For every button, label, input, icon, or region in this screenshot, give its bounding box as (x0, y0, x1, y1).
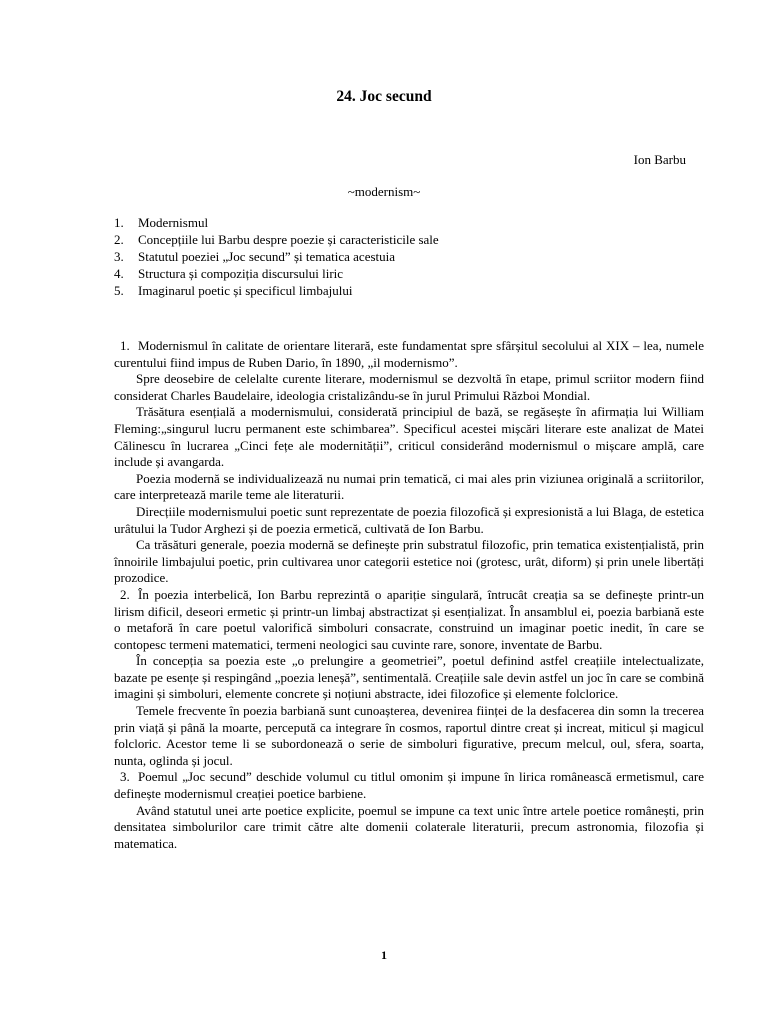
outline-item (114, 231, 439, 248)
outline-item (114, 248, 439, 265)
document-title: 24. Joc secund (336, 88, 432, 105)
document-body (114, 338, 704, 852)
outline-text: Structura și compoziția discursului liric (138, 266, 344, 281)
body-paragraph: Ca trăsături generale, poezia modernă se definește prin substratul filozofic, prin tematica existențialistă, prin înnoirile limbajului poetic, prin cultivarea unor categorii estetice noi (grotesc, urât, diform) și prin unele libertăți prozodice. (114, 537, 704, 586)
body-paragraph: Având statutul unei arte poetice explicite, poemul se impune ca text unic între artele poetice românești, prin densitatea simbolurilor care trimit către alte domenii colaterale literaturii, precum astronomia, filozofia și matematica. (114, 802, 704, 851)
outline-item (114, 265, 439, 282)
body-paragraph: Trăsătura esențială a modernismului, considerată principiul de bază, se regăsește în afirmația lui William Fleming:„singurul lucru permanent este schimbarea”. Specificul acestei mișcări literare este analizat de Matei Călinescu în lucrarea „Cinci fețe ale modernității”, criticul considerând modernismul o mișcare amplă, care include și avangarda. (114, 404, 704, 470)
outline-text: Imaginarul poetic și specificul limbajului (138, 283, 353, 298)
outline-number: 5. (114, 283, 124, 298)
paragraph-text: Modernismul în calitate de orientare literară, este fundamentat spre sfârșitul secolului al XIX – lea, numele curentului fiind impus de Ruben Dario, în 1890, „il modernismo”. (114, 338, 704, 370)
body-paragraph: Temele frecvente în poezia barbiană sunt cunoașterea, devenirea ființei de la desfacerea din somn la trecerea prin viață și până la moarte, percepută ca integrare în cosmos, raportul dintre creat și increat, miticul și magicul folcloric. Acestor teme li se subordonează o serie de simboluri figurative, precum melcul, oul, sfera, soarta, nunta, oglinda și jocul. (114, 703, 704, 768)
body-paragraph: Poezia modernă se individualizează nu numai prin tematică, ci mai ales prin viziunea originală a scriitorilor, care interpretează marile teme ale literaturii. (114, 470, 704, 503)
section-number: 3. (120, 769, 130, 785)
body-paragraph: Spre deosebire de celelalte curente literare, modernismul se dezvoltă în etape, primul scriitor modern fiind considerat Charles Baudelaire, ideologia cristalizându-se în jurul Primului Război Mondial. (114, 371, 704, 403)
body-paragraph (114, 338, 704, 371)
paragraph-text: În poezia interbelică, Ion Barbu reprezintă o apariție singulară, întrucât creația sa se definește printr-un lirism dificil, deseori ermetic și printr-un limbaj abstractizat și esențializat. În ansamblul ei, poezia barbiană este o metaforă în care poetul valorifică simboluri consacrate, construind un imaginar poetic inedit, în care se contopesc termeni matematici, termeni neologici sau cuvinte rare, sonore, inventate de Barbu. (114, 586, 704, 652)
outline-list (114, 214, 439, 299)
outline-number: 3. (114, 249, 124, 264)
outline-number: 2. (114, 232, 124, 247)
section-number: 2. (120, 586, 130, 602)
body-paragraph (114, 587, 704, 653)
outline-number: 4. (114, 266, 124, 281)
outline-text: Concepțiile lui Barbu despre poezie și caracteristicile sale (138, 232, 439, 247)
body-paragraph: Direcțiile modernismului poetic sunt reprezentate de poezia filozofică și expresionistă a lui Blaga, de estetica urâtului la Tudor Arghezi și de poezia ermetică, cultivată de Ion Barbu. (114, 503, 704, 536)
body-paragraph (114, 769, 704, 802)
author-name: Ion Barbu (633, 152, 686, 167)
outline-text: Statutul poeziei „Joc secund” și tematica acestuia (138, 249, 396, 264)
body-paragraph: În concepția sa poezia este „o prelungire a geometriei”, poetul definind astfel creațiile intelectualizate, bazate pe esențe și respingând „poezia leneșă”, sentimentală. Creațiile sale devin astfel un joc în care se combină imagini și simboluri, elemente concrete și noțiuni abstracte, idei filozofice și elemente folclorice. (114, 653, 704, 702)
document-subtitle: ~modernism~ (347, 184, 421, 199)
outline-item (114, 282, 439, 299)
outline-text: Modernismul (138, 215, 209, 230)
section-number: 1. (120, 338, 130, 353)
page-number: 1 (381, 948, 387, 962)
outline-item (114, 214, 439, 231)
outline-number: 1. (114, 215, 124, 230)
paragraph-text: Poemul „Joc secund” deschide volumul cu titlul omonim și impune în lirica românească ermetismul, care definește modernismul creației poetice barbiene. (114, 769, 704, 802)
